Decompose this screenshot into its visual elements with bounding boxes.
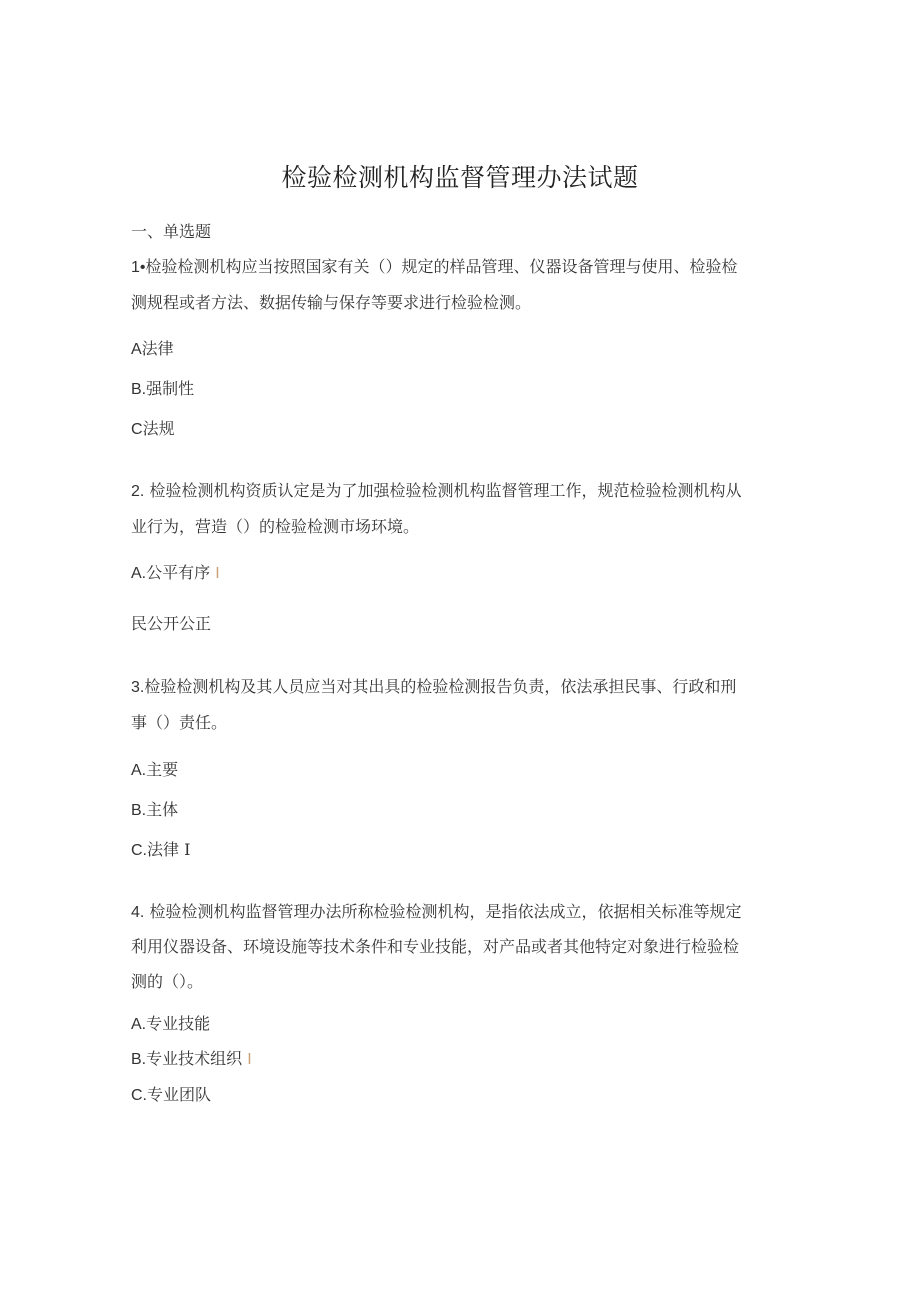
question-3-option-a (131, 757, 178, 780)
option-text: 民公开公正 (131, 614, 212, 633)
option-text: 专业技能 (146, 1014, 211, 1033)
question-2-option-a (131, 560, 220, 583)
page-title: 检验检测机构监督管理办法试题 (281, 163, 639, 192)
option-text: 法律 (141, 339, 174, 358)
question-4-option-a (131, 1011, 210, 1034)
option-letter: B. (131, 802, 147, 819)
question-text: 检验检测机构及其人员应当对其出具的检验检测报告负责，依法承担民事、行政和刑 (144, 677, 737, 696)
question-4-option-c (131, 1082, 211, 1105)
option-letter: C. (131, 1087, 147, 1104)
question-3-option-c (131, 837, 190, 860)
option-letter: A. (131, 565, 147, 582)
option-text: 公平有序 (146, 563, 211, 582)
section-heading: 一、单选题 (131, 222, 212, 241)
option-text: 主体 (146, 800, 179, 819)
option-text: 强制性 (146, 379, 195, 398)
question-1-line-1 (131, 254, 738, 277)
option-letter: C. (131, 842, 147, 859)
answer-mark: I (247, 1051, 252, 1068)
option-text: 主要 (146, 760, 179, 779)
question-1-option-a (131, 336, 174, 359)
question-2-line-2: 业行为，营造（）的检验检测市场环境。 (131, 517, 420, 536)
option-text: 法规 (142, 419, 175, 438)
option-letter: A (131, 341, 142, 358)
option-text: 专业技术组织 (146, 1049, 243, 1068)
question-number: 4. (131, 904, 145, 921)
question-4-line-3: 测的（）。 (131, 972, 204, 991)
question-4-line-1 (131, 899, 741, 922)
option-text: 专业团队 (147, 1085, 212, 1104)
option-letter: A. (131, 762, 147, 779)
option-letter: B. (131, 381, 147, 398)
question-3-line-2: 事（）责任。 (131, 713, 228, 732)
answer-mark: I (215, 565, 220, 582)
option-text: 法律 I (147, 840, 191, 859)
question-1-option-c (131, 416, 175, 439)
question-text: 检验检测机构监督管理办法所称检验检测机构，是指依法成立，依据相关标准等规定 (149, 902, 742, 921)
question-2-line-1 (131, 478, 741, 501)
question-3-line-1 (131, 674, 736, 697)
question-1-option-b (131, 376, 194, 399)
question-1-line-2: 测规程或者方法、数据传输与保存等要求进行检验检测。 (131, 293, 532, 312)
question-4-option-b (131, 1046, 252, 1069)
option-letter: C (131, 421, 143, 438)
question-text: 检验检测机构应当按照国家有关（）规定的样品管理、仪器设备管理与使用、检验检 (145, 257, 738, 276)
question-text: 检验检测机构资质认定是为了加强检验检测机构监督管理工作，规范检验检测机构从 (149, 481, 742, 500)
question-number: 3. (131, 679, 145, 696)
question-number: 2. (131, 483, 145, 500)
question-4-line-2: 利用仪器设备、环境设施等技术条件和专业技能，对产品或者其他特定对象进行检验检 (131, 937, 740, 956)
question-number: 1• (131, 259, 146, 276)
question-3-option-b (131, 797, 178, 820)
option-letter: A. (131, 1016, 147, 1033)
option-letter: B. (131, 1051, 147, 1068)
question-2-option-b (131, 611, 211, 634)
